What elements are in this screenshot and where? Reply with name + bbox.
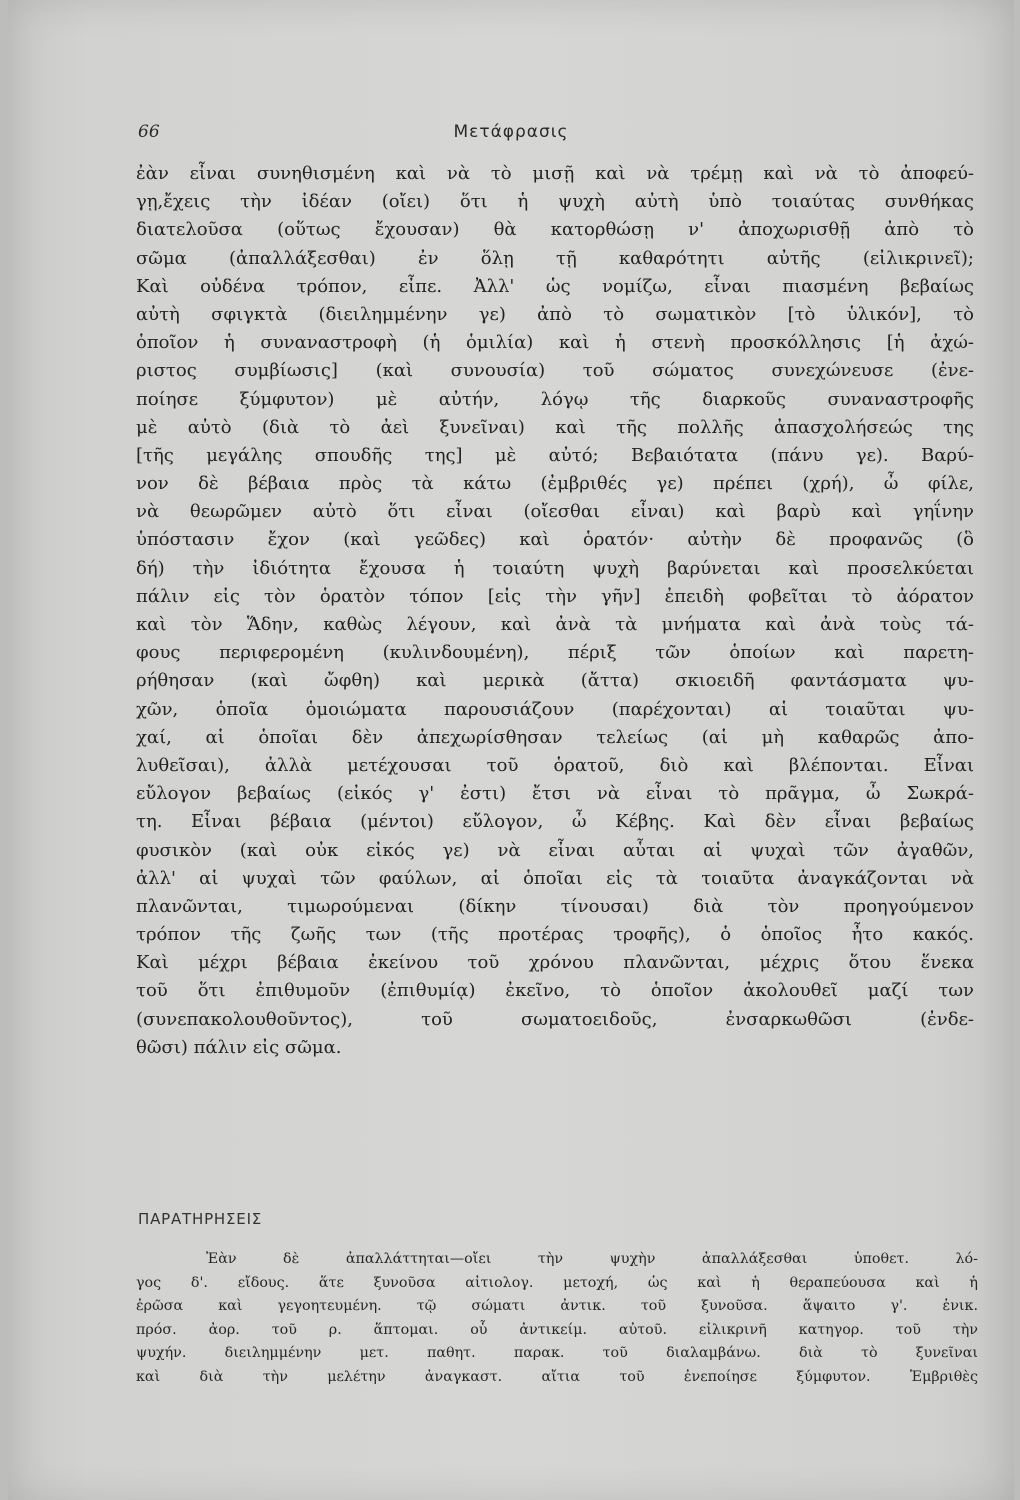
- note-line: καὶ διὰ τὴν μελέτην ἀναγκαστ. αἴτια τοῦ ἐνεποίησε ξύμφυτον. Ἐμβριθὲς: [136, 1368, 978, 1385]
- text-line: τρόπον τῆς ζωῆς των (τῆς προτέρας τροφῆς), ὁ ὁποῖος ἦτο κακός.: [136, 924, 974, 946]
- notes-heading: ΠΑΡΑΤΗΡΗΣΕΙΣ: [138, 1210, 263, 1228]
- text-line: διατελοῦσα (οὕτως ἔχουσαν) θὰ κατορθώσῃ ν' ἀποχωρισθῇ ἀπὸ τὸ: [136, 219, 974, 241]
- text-line: τοῦ ὅτι ἐπιθυμοῦν (ἐπιθυμίᾳ) ἐκεῖνο, τὸ ὁποῖον ἀκολουθεῖ μαζί των: [136, 980, 974, 1002]
- text-line: ὁποῖον ἡ συναναστροφὴ (ἡ ὁμιλία) καὶ ἡ στενὴ προσκόλλησις [ἡ ἀχώ-: [136, 332, 974, 354]
- text-line: (συνεπακολουθοῦντος), τοῦ σωματοειδοῦς, ἐνσαρκωθῶσι (ἐνδε-: [136, 1008, 974, 1030]
- text-line: φυσικὸν (καὶ οὐκ εἰκός γε) νὰ εἶναι αὗται αἱ ψυχαὶ τῶν ἀγαθῶν,: [136, 839, 974, 861]
- text-line: λυθεῖσαι), ἀλλὰ μετέχουσαι τοῦ ὁρατοῦ, διὸ καὶ βλέπονται. Εἶναι: [136, 754, 974, 776]
- text-line: μὲ αὐτὸ (διὰ τὸ ἀεὶ ξυνεῖναι) καὶ τῆς πολλῆς ἀπασχολήσεώς της: [136, 416, 974, 438]
- text-line: Καὶ μέχρι βέβαια ἐκείνου τοῦ χρόνου πλανῶνται, μέχρις ὅτου ἕνεκα: [136, 952, 974, 974]
- notes-text: [136, 1248, 978, 1390]
- running-title: Μετάφρασις: [453, 122, 569, 142]
- note-line: ψυχήν. διειλημμένην μετ. παθητ. παρακ. τοῦ διαλαμβάνω. διὰ τὸ ξυνεῖναι: [136, 1345, 978, 1362]
- text-line: δή) τὴν ἰδιότητα ἔχουσα ἡ τοιαύτη ψυχὴ βαρύνεται καὶ προσελκύεται: [136, 557, 974, 579]
- text-line: γῃ,ἔχεις τὴν ἰδέαν (οἴει) ὅτι ἡ ψυχὴ αὐτὴ ὑπὸ τοιαύτας συνθήκας: [136, 191, 974, 213]
- text-line: πάλιν εἰς τὸν ὁρατὸν τόπον [εἰς τὴν γῆν] ἐπειδὴ φοβεῖται τὸ ἀόρατον: [136, 585, 974, 607]
- main-text: [136, 160, 974, 1062]
- text-line: Καὶ οὐδένα τρόπον, εἶπε. Ἀλλ' ὡς νομίζω, εἶναι πιασμένη βεβαίως: [136, 275, 974, 297]
- page-number: 66: [138, 122, 160, 142]
- text-line: ποίησε ξύμφυτον) μὲ αὐτήν, λόγῳ τῆς διαρκοῦς συναναστροφῆς: [136, 388, 974, 410]
- text-line: πλανῶνται, τιμωρούμεναι (δίκην τίνουσαι) διὰ τὸν προηγούμενον: [136, 895, 974, 917]
- note-line: Ἐὰν δὲ ἀπαλλάττηται—οἴει τὴν ψυχὴν ἀπαλλάξεσθαι ὑποθετ. λό-: [206, 1251, 978, 1267]
- text-line: ἀλλ' αἱ ψυχαὶ τῶν φαύλων, αἱ ὁποῖαι εἰς τὰ τοιαῦτα ἀναγκάζονται νὰ: [136, 867, 974, 889]
- text-line: [τῆς μεγάλης σπουδῆς της] μὲ αὐτό; Βεβαιότατα (πάνυ γε). Βαρύ-: [136, 444, 974, 466]
- text-line: αὐτὴ σφιγκτὰ (διειλημμένην γε) ἀπὸ τὸ σωματικὸν [τὸ ὑλικόν], τὸ: [136, 303, 974, 325]
- text-line: νὰ θεωρῶμεν αὐτὸ ὅτι εἶναι (οἴεσθαι εἶναι) καὶ βαρὺ καὶ γηΐνην: [136, 501, 974, 523]
- text-line: χῶν, ὁποῖα ὁμοιώματα παρουσιάζουν (παρέχονται) αἱ τοιαῦται ψυ-: [136, 698, 974, 720]
- text-line: χαί, αἱ ὁποῖαι δὲν ἀπεχωρίσθησαν τελείως (αἱ μὴ καθαρῶς ἀπο-: [136, 726, 974, 748]
- text-line: ρήθησαν (καὶ ὤφθη) καὶ μερικὰ (ἄττα) σκιοειδῆ φαντάσματα ψυ-: [136, 670, 974, 692]
- page-header: [8, 122, 1014, 146]
- text-line: σῶμα (ἀπαλλάξεσθαι) ἐν ὅλῃ τῇ καθαρότητι αὐτῆς (εἰλικρινεῖ);: [136, 247, 974, 269]
- text-line: τη. Εἶναι βέβαια (μέντοι) εὔλογον, ὦ Κέβης. Καὶ δὲν εἶναι βεβαίως: [136, 811, 974, 833]
- text-line: ὑπόστασιν ἔχον (καὶ γεῶδες) καὶ ὁρατόν· αὐτὴν δὲ προφανῶς (ὃ: [136, 529, 974, 551]
- text-line: θῶσι) πάλιν εἰς σῶμα.: [136, 1036, 342, 1058]
- note-line: πρόσ. ἀορ. τοῦ ρ. ἅπτομαι. οὗ ἀντικείμ. αὐτοῦ. εἰλικρινῆ κατηγορ. τοῦ τὴν: [136, 1321, 978, 1338]
- text-line: εὔλογον βεβαίως (εἰκός γ' ἐστι) ἔτσι νὰ εἶναι τὸ πρᾶγμα, ὦ Σωκρά-: [136, 783, 974, 805]
- text-line: νον δὲ βέβαια πρὸς τὰ κάτω (ἐμβριθές γε) πρέπει (χρή), ὦ φίλε,: [136, 473, 974, 495]
- text-line: φους περιφερομένη (κυλινδουμένη), πέριξ τῶν ὁποίων καὶ παρετη-: [136, 642, 974, 664]
- book-page: [8, 0, 1014, 1500]
- text-line: ριστος συμβίωσις] (καὶ συνουσία) τοῦ σώματος συνεχώνευσε (ἐνε-: [136, 360, 974, 382]
- text-line: ἐὰν εἶναι συνηθισμένη καὶ νὰ τὸ μισῇ καὶ νὰ τρέμῃ καὶ νὰ τὸ ἀποφεύ-: [136, 163, 974, 184]
- text-line: καὶ τὸν Ἅδην, καθὼς λέγουν, καὶ ἀνὰ τὰ μνήματα καὶ ἀνὰ τοὺς τά-: [136, 614, 974, 635]
- note-line: γος δ'. εἴδους. ἅτε ξυνοῦσα αἰτιολογ. μετοχή, ὡς καὶ ἡ θεραπεύουσα καὶ ἡ: [136, 1274, 978, 1291]
- note-line: ἐρῶσα καὶ γεγοητευμένη. τῷ σώματι ἀντικ. τοῦ ξυνοῦσα. ἅψαιτο γ'. ἑνικ.: [136, 1298, 978, 1315]
